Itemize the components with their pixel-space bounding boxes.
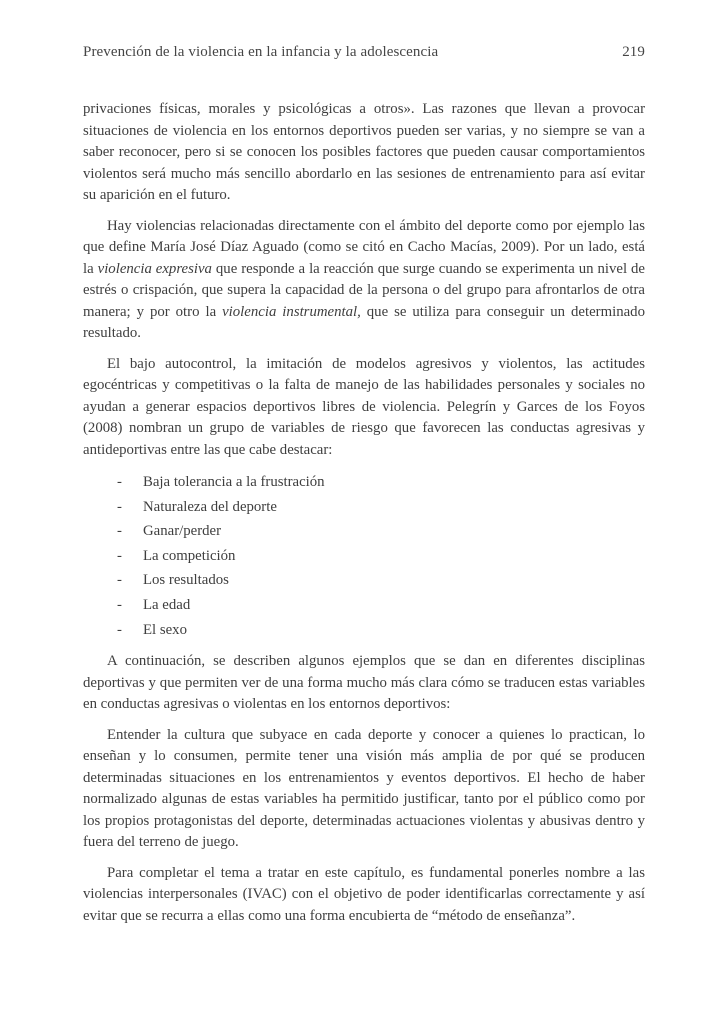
paragraph-ivac: [83, 863, 645, 928]
page-body: [83, 99, 645, 927]
list-item: [83, 519, 645, 544]
page-number: 219: [622, 44, 645, 60]
list-bullet: -: [117, 498, 122, 515]
paragraph-a-continuacion: [83, 651, 645, 716]
list-bullet: -: [117, 474, 122, 490]
list-item: [83, 618, 645, 643]
italic-term-violencia-expresiva: violencia expresiva: [97, 260, 212, 277]
list-item: [83, 495, 645, 520]
running-header-title: Prevención de la violencia en la infancia y la adolescencia: [83, 44, 439, 60]
list-item-label: Ganar/perder: [143, 523, 222, 540]
list-item: [83, 470, 645, 495]
paragraph-text: El bajo autocontrol, la imitación de modelos agresivos y violentos, las actitudes egocéntricas y competitivas o la falta de manejo de las habilidades personales y sociales no ayudan a generar espacios deportivos libres de violencia. Pelegrín y Garces de los Foyos (2008) nombran un grupo de variables de riesgo que favorecen las conductas agresivas y antideportivas entre las que cabe destacar:: [83, 355, 645, 458]
list-item-label: La competición: [143, 547, 236, 564]
list-item: [83, 544, 645, 569]
list-item: [83, 593, 645, 618]
paragraph-text: que responde a la reacción que surge cuando se experimenta un nivel de estrés o crispación, que supera la capacidad de la persona o del grupo para afrontarlos de otra manera; y por otro la: [83, 260, 645, 320]
list-item-label: Naturaleza del deporte: [143, 498, 277, 515]
paragraph-violencias-definidas: [83, 216, 645, 345]
paragraph-text: Hay violencias relacionadas directamente con el ámbito del deporte como por ejemplo las que define María José Díaz Aguado (como se citó en Cacho Macías, 2009). Por un lado, está la: [83, 217, 645, 277]
list-item-label: El sexo: [143, 621, 187, 638]
list-bullet: -: [117, 572, 122, 589]
italic-term-violencia-instrumental: violencia instrumental,: [222, 303, 361, 320]
list-bullet: -: [117, 523, 122, 540]
paragraph-variables-riesgo: [83, 354, 645, 462]
list-item: [83, 568, 645, 593]
risk-factor-list: [83, 470, 645, 642]
list-bullet: -: [117, 621, 122, 638]
paragraph-text: Para completar el tema a tratar en este capítulo, es fundamental ponerles nombre a las violencias interpersonales (IVAC) con el objetivo de poder identificarlas correctamente y así evitar que se recurra a ellas como una forma encubierta de “método de enseñanza”.: [83, 864, 645, 924]
paragraph-text: privaciones físicas, morales y psicológicas a otros». Las razones que llevan a provocar situaciones de violencia en los entornos deportivos pueden ser varias, y no siempre se van a saber reconocer, pero si se conocen los posibles factores que pueden causar comportamientos violentos será mucho más sencillo abordarlo en las sesiones de entrenamiento para así evitar su aparición en el futuro.: [83, 101, 645, 203]
paragraph-text: Entender la cultura que subyace en cada deporte y conocer a quienes lo practican, lo enseñan y lo consumen, permite tener una visión más amplia de por qué se producen determinadas situaciones en los entrenamientos y eventos deportivos. El hecho de haber normalizado algunas de estas variables ha permitido justificar, tanto por el público como por los propios protagonistas del deporte, determinadas actuaciones violentas y abusivas dentro y fuera del terreno de juego.: [83, 726, 645, 851]
running-header: [83, 44, 645, 61]
list-bullet: -: [117, 547, 122, 564]
list-item-label: La edad: [143, 596, 191, 613]
paragraph-continuation: [83, 99, 645, 207]
paragraph-text: A continuación, se describen algunos ejemplos que se dan en diferentes disciplinas deportivas y que permiten ver de una forma mucho más clara cómo se traducen estas variables en conductas agresivas o violentas en los entornos deportivos:: [83, 653, 645, 713]
list-item-label: Baja tolerancia a la frustración: [143, 474, 325, 490]
list-bullet: -: [117, 596, 122, 613]
list-item-label: Los resultados: [143, 572, 229, 589]
paragraph-entender-cultura: [83, 725, 645, 854]
paragraph-text: que se utiliza para conseguir un determinado resultado.: [83, 303, 645, 341]
